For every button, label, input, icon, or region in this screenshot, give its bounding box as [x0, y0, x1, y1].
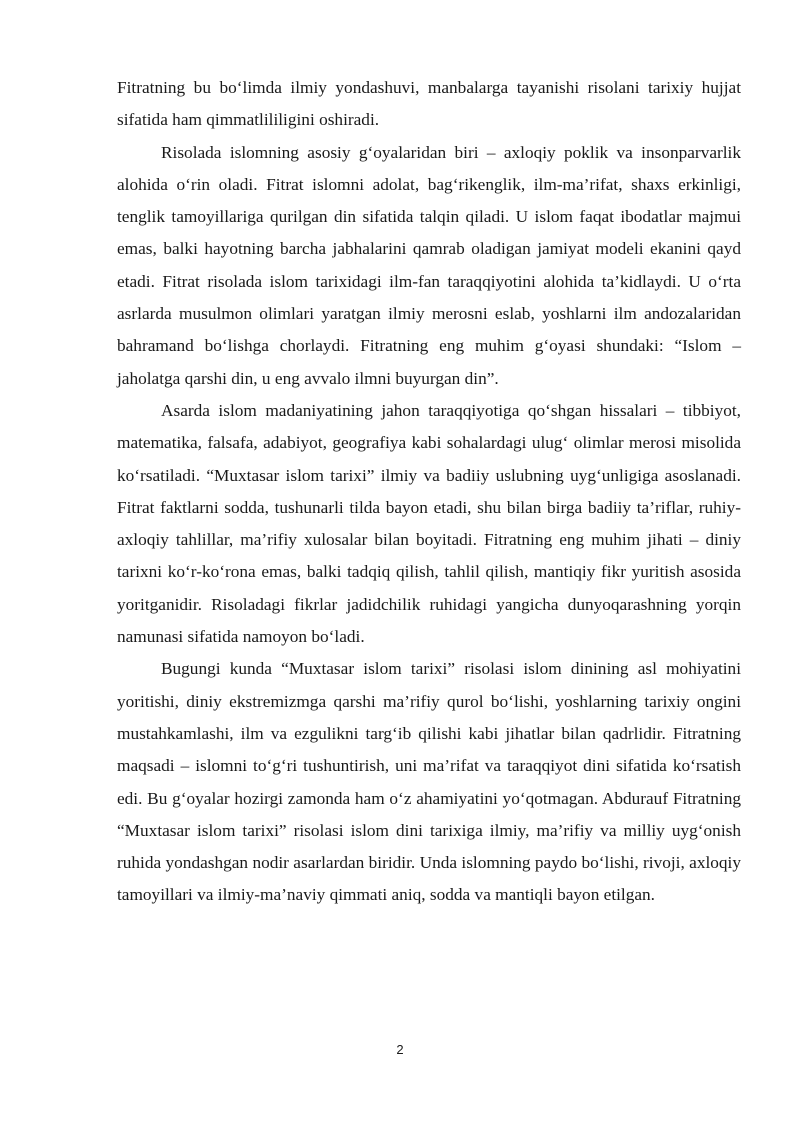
paragraph: Bugungi kunda “Muxtasar islom tarixi” risolasi islom dinining asl mohiyatini yoritishi, diniy ekstremizmga qarshi ma’rifiy qurol bo‘lishi, yoshlarning tarixiy ongini mustahkamlashi, ilm va ezgulikni targ‘ib qilishi kabi jihatlar bilan qadrlidir. Fitratning maqsadi – islomni to‘g‘ri tushuntirish, uni ma’rifat va taraqqiyot dini sifatida ko‘rsatish edi. Bu g‘oyalar hozirgi zamonda ham o‘z ahamiyatini yo‘qotmagan. Abdurauf Fitratning “Muxtasar islom tarixi” risolasi islom dini tarixiga ilmiy, ma’rifiy va milliy uyg‘onish ruhida yondashgan nodir asarlardan biridir. Unda islomning paydo bo‘lishi, rivoji, axloqiy tamoyillari va ilmiy-ma’naviy qimmati aniq, sodda va mantiqli bayon etilgan.	[117, 659, 741, 905]
paragraph-continuation: Fitratning bu bo‘limda ilmiy yondashuvi, manbalarga tayanishi risolani tarixiy hujjat sifatida ham qimmatlililigini oshiradi.	[117, 78, 741, 130]
body-text	[117, 72, 741, 912]
page-number: 2	[396, 1042, 404, 1057]
paragraph: Asarda islom madaniyatining jahon taraqqiyotiga qo‘shgan hissalari – tibbiyot, matematika, falsafa, adabiyot, geografiya kabi sohalardagi ulug‘ olimlar merosi misolida ko‘rsatiladi. “Muxtasar islom tarixi” ilmiy va badiiy uslubning uyg‘unligiga asoslanadi. Fitrat faktlarni sodda, tushunarli tilda bayon etadi, shu bilan birga badiiy ta’riflar, ruhiy-axloqiy tahlillar, ma’rifiy xulosalar bilan boyitadi. Fitratning eng muhim jihati – diniy tarixni ko‘r-ko‘rona emas, balki tadqiq qilish, tahlil qilish, mantiqiy fikr yuritish asosida yoritganidir. Risoladagi fikrlar jadidchilik ruhidagi yangicha dunyoqarashning yorqin namunasi sifatida namoyon bo‘ladi.	[117, 400, 741, 647]
paragraph: Risolada islomning asosiy g‘oyalaridan biri – axloqiy poklik va insonparvarlik alohida o‘rin oladi. Fitrat islomni adolat, bag‘rikenglik, ilm-ma’rifat, shaxs erkinligi, tenglik tamoyillariga qurilgan din sifatida talqin qiladi. U islom faqat ibodatlar majmui emas, balki hayotning barcha jabhalarini qamrab oladigan jamiyat modeli ekanini qayd etadi. Fitrat risolada islom tarixidagi ilm-fan taraqqiyotini alohida ta’kidlaydi. U o‘rta asrlarda musulmon olimlari yaratgan ilmiy merosni eslab, yoshlarni ilm andozalaridan bahramand bo‘lishga chorlaydi. Fitratning eng muhim g‘oyasi shundaki: “Islom – jaholatga qarshi din, u eng avvalo ilmni buyurgan din”.	[117, 142, 741, 388]
